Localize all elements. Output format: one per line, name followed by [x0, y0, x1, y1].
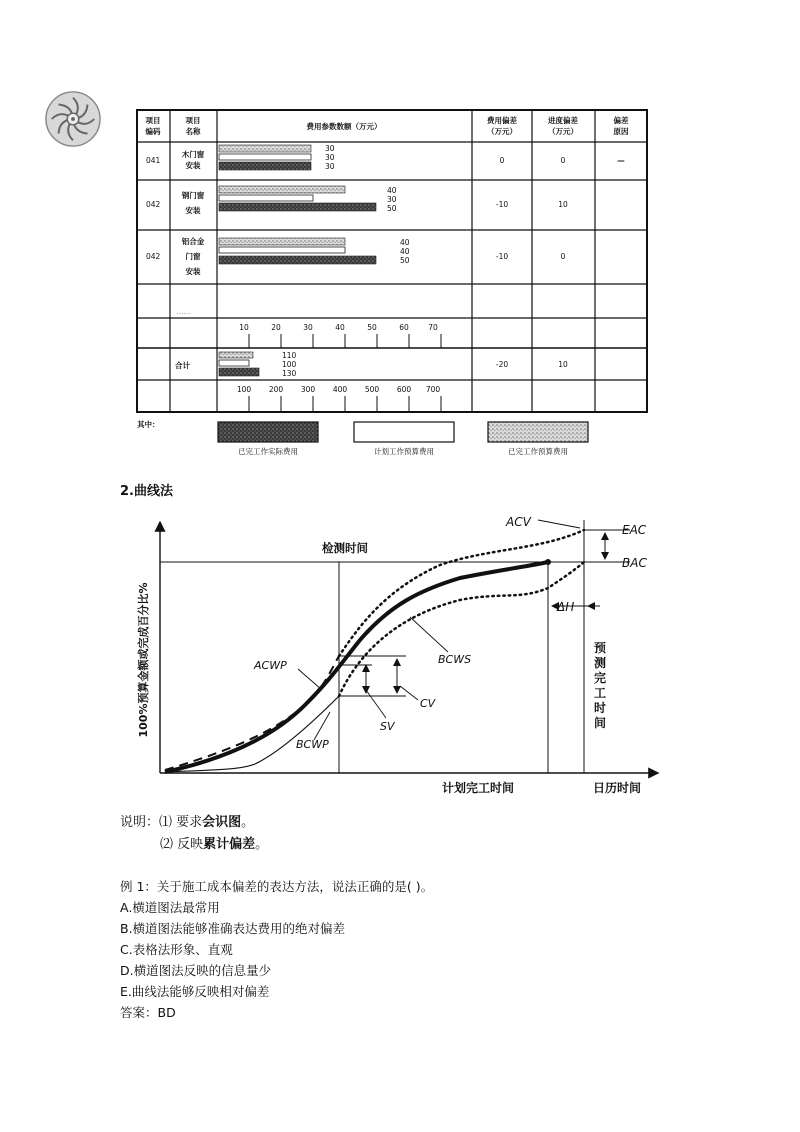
row3-val-1: 40 — [400, 238, 410, 247]
sv-label: SV — [380, 720, 395, 733]
forecast-char-1: 预 — [593, 641, 607, 655]
legend-actual: 已完工作实际费用 — [238, 447, 298, 456]
row3-name-3: 安装 — [185, 267, 201, 276]
notes — [120, 812, 268, 856]
hdr-params: 费用参数数额（万元） — [306, 122, 382, 131]
row2-name-1: 钢门窗 — [181, 191, 205, 200]
hdr-name-1: 项目 — [185, 116, 201, 125]
row3-code: 042 — [146, 252, 161, 261]
calendar-time-label: 日历时间 — [592, 781, 642, 795]
note-1-post: 。 — [241, 815, 255, 830]
row2-val-3: 50 — [387, 204, 397, 213]
scale2-400: 400 — [332, 385, 348, 394]
scale1-60: 60 — [399, 323, 409, 332]
note-2-bold: 累计偏差 — [203, 837, 256, 852]
row2-val-2: 30 — [387, 195, 397, 204]
total-sched-dev: 10 — [558, 360, 568, 369]
ellipsis: …… — [176, 307, 191, 316]
hdr-code-2: 编码 — [145, 127, 161, 136]
row3-val-3: 50 — [400, 256, 410, 265]
total-val-3: 130 — [282, 369, 297, 378]
acwp-curve — [165, 656, 339, 770]
row1-val-2: 30 — [325, 153, 335, 162]
example-question — [120, 876, 433, 1023]
row1-val-1: 30 — [325, 144, 335, 153]
row1-name-1: 木门窗 — [181, 150, 205, 159]
row1-val-3: 30 — [325, 162, 335, 171]
forecast-char-4: 工 — [593, 686, 607, 700]
option-a: A.横道图法最常用 — [120, 900, 220, 915]
scale1-40: 40 — [335, 323, 345, 332]
hdr-sched-dev-2: （万元） — [548, 127, 578, 136]
row1-cost-dev: 0 — [499, 156, 505, 165]
scale2-300: 300 — [300, 385, 316, 394]
note-1-bold: 会识图 — [202, 815, 242, 830]
bcws-label: BCWS — [438, 653, 472, 666]
hdr-code-1: 项目 — [145, 116, 161, 125]
row1-reason: — — [617, 156, 625, 165]
note-1-pre: ⑴ 要求 — [159, 815, 203, 830]
question-stem: 例 1：关于施工成本偏差的表达方法，说法正确的是( )。 — [120, 879, 434, 894]
delta-h-label: ΔH — [557, 600, 575, 614]
scale1-30: 30 — [303, 323, 313, 332]
forecast-char-2: 测 — [593, 656, 607, 670]
bcwp-label: BCWP — [296, 738, 329, 751]
total-label: 合计 — [175, 361, 190, 370]
y-axis-label: 100%预算金额或完成百分比% — [137, 582, 150, 738]
row2-code: 042 — [146, 200, 161, 209]
section-title: 2.曲线法 — [120, 484, 173, 499]
scale2-100: 100 — [236, 385, 252, 394]
option-b: B.横道图法能够准确表达费用的绝对偏差 — [120, 921, 346, 936]
bac-label: BAC — [622, 556, 647, 570]
option-c: C.表格法形象、直观 — [120, 942, 233, 957]
eac-label: EAC — [622, 523, 647, 537]
scale1-70: 70 — [428, 323, 438, 332]
row2-cost-dev: -10 — [495, 200, 509, 209]
total-cost-dev: -20 — [495, 360, 509, 369]
hdr-sched-dev-1: 进度偏差 — [548, 116, 578, 125]
row1-code: 041 — [146, 156, 161, 165]
forecast-char-6: 间 — [593, 716, 607, 730]
option-d: D.横道图法反映的信息量少 — [120, 963, 272, 978]
row3-name-1: 铝合金 — [181, 237, 205, 246]
scale1-20: 20 — [271, 323, 281, 332]
scale1-10: 10 — [239, 323, 249, 332]
row3-name-2: 门窗 — [185, 252, 201, 261]
row3-sched-dev: 0 — [560, 252, 566, 261]
row3-val-2: 40 — [400, 247, 410, 256]
scale1-50: 50 — [367, 323, 377, 332]
forecast-char-5: 时 — [593, 701, 607, 715]
bcwp-forecast-curve — [339, 562, 584, 696]
hdr-name-2: 名称 — [185, 127, 201, 136]
forecast-char-3: 完 — [593, 671, 607, 685]
option-e: E.曲线法能够反映相对偏差 — [120, 984, 270, 999]
bcwp-curve — [165, 696, 339, 772]
acv-label: ACV — [506, 515, 531, 529]
legend-planned: 计划工作预算费用 — [374, 447, 434, 456]
acwp-label: ACWP — [254, 659, 287, 672]
row2-name-2: 安装 — [185, 206, 201, 215]
row1-sched-dev: 0 — [560, 156, 566, 165]
note-2-pre: ⑵ 反映 — [160, 837, 204, 852]
cv-label: CV — [420, 697, 436, 710]
check-time-label: 检测时间 — [322, 541, 368, 555]
hdr-reason-1: 偏差 — [613, 116, 629, 125]
scale2-200: 200 — [268, 385, 284, 394]
hdr-reason-2: 原因 — [613, 127, 629, 136]
row2-val-1: 40 — [387, 186, 397, 195]
total-val-2: 100 — [282, 360, 297, 369]
legend-earned: 已完工作预算费用 — [508, 447, 568, 456]
plan-end-label: 计划完工时间 — [441, 781, 515, 795]
notes-prefix: 说明： — [120, 815, 160, 830]
scale2-700: 700 — [425, 385, 441, 394]
answer: 答案：BD — [120, 1005, 176, 1020]
row2-sched-dev: 10 — [558, 200, 568, 209]
total-val-1: 110 — [282, 351, 297, 360]
note-2-post: 。 — [255, 837, 269, 852]
acv-upper-curve — [339, 530, 584, 656]
scale2-600: 600 — [396, 385, 412, 394]
scale2-500: 500 — [364, 385, 380, 394]
hdr-cost-dev-2: （万元） — [487, 127, 517, 136]
row1-name-2: 安装 — [185, 161, 201, 170]
row3-cost-dev: -10 — [495, 252, 509, 261]
legend-label: 其中： — [137, 420, 160, 429]
hdr-cost-dev-1: 费用偏差 — [487, 116, 517, 125]
